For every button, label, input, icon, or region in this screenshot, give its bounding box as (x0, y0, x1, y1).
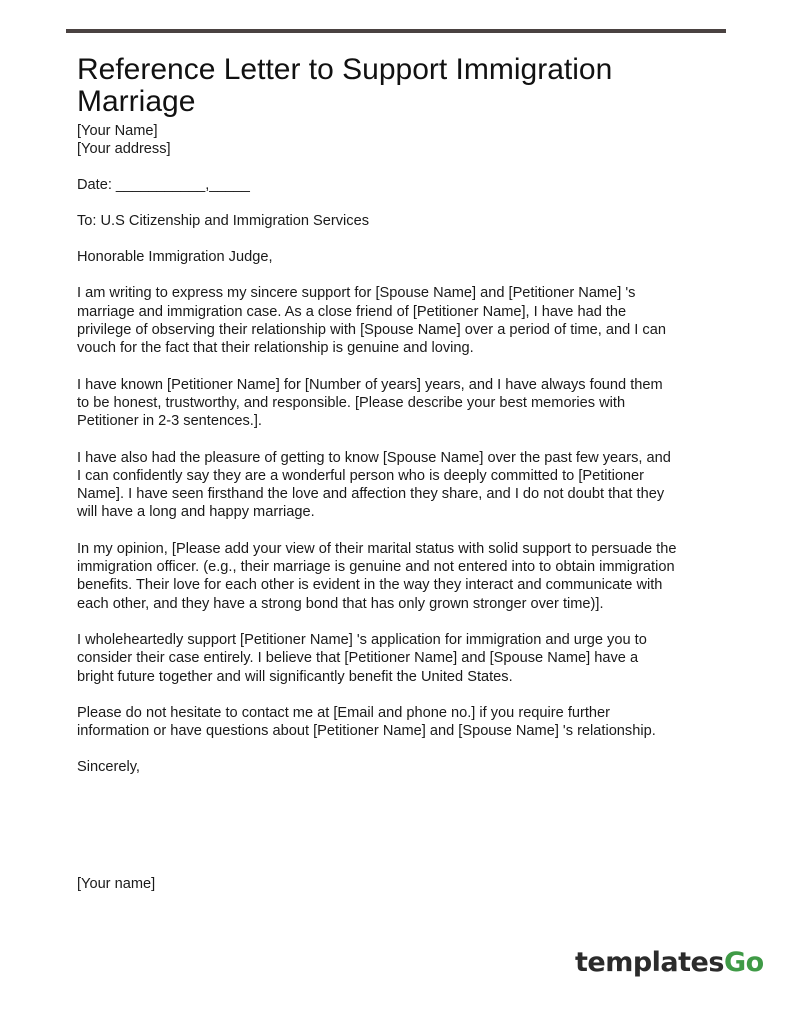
paragraph-line: marriage and immigration case. As a close friend of [Petitioner Name], I have had the (77, 303, 627, 320)
paragraph-line: immigration officer. (e.g., their marriage is genuine and not entered into to obtain immigration (77, 559, 675, 576)
closing: Sincerely, (77, 759, 140, 776)
paragraph-1 (77, 284, 727, 357)
paragraph-line: benefits. Their love for each other is evident in the way they interact and communicate with (77, 577, 663, 594)
paragraph-line: I can confidently say they are a wonderful person who is deeply committed to [Petitioner (77, 467, 645, 484)
paragraph-line: privilege of observing their relationship with [Spouse Name] over a period of time, and I can (77, 322, 666, 339)
paragraph-line: I have known [Petitioner Name] for [Number of years] years, and I have always found them (77, 376, 663, 393)
title-line-1: Reference Letter to Support Immigration (77, 53, 613, 86)
letter-body (77, 54, 727, 893)
paragraph-5 (77, 631, 727, 686)
signature-name: [Your name] (77, 875, 156, 892)
letter-title (77, 54, 727, 118)
paragraph-6 (77, 704, 727, 741)
sender-name: [Your Name] (77, 123, 158, 139)
paragraph-line: information or have questions about [Petitioner Name] and [Spouse Name] 's relationship. (77, 723, 656, 740)
paragraph-line: each other, and they have a strong bond that has only grown stronger over time)]. (77, 595, 604, 612)
paragraph-line: I wholeheartedly support [Petitioner Name] 's application for immigration and urge you to (77, 631, 647, 648)
salutation: Honorable Immigration Judge, (77, 249, 273, 266)
paragraph-line: consider their case entirely. I believe that [Petitioner Name] and [Spouse Name] have a (77, 650, 639, 667)
paragraph-line: Name]. I have seen firsthand the love and affection they share, and I do not doubt that they (77, 486, 665, 503)
recipient-line: To: U.S Citizenship and Immigration Services (77, 212, 369, 229)
paragraph-line: bright future together and will significantly benefit the United States. (77, 668, 513, 685)
paragraph-line: In my opinion, [Please add your view of their marital status with solid support to persuade the (77, 540, 677, 557)
logo-text-go: Go (723, 947, 764, 978)
paragraph-line: Petitioner in 2-3 sentences.]. (77, 413, 262, 430)
title-line-2: Marriage (77, 85, 196, 118)
paragraph-line: vouch for the fact that their relationship is genuine and loving. (77, 340, 474, 357)
paragraph-line: I am writing to express my sincere support for [Spouse Name] and [Petitioner Name] 's (77, 285, 636, 302)
paragraph-4 (77, 540, 727, 613)
sender-address: [Your address] (77, 141, 171, 158)
logo-text-templates: templates (575, 947, 724, 978)
templatesgo-logo (575, 946, 764, 980)
paragraph-3 (77, 449, 727, 522)
top-rule (66, 29, 726, 33)
paragraph-2 (77, 376, 727, 431)
paragraph-line: will have a long and happy marriage. (77, 504, 315, 521)
paragraph-line: I have also had the pleasure of getting to know [Spouse Name] over the past few years, and (77, 449, 671, 466)
paragraph-line: to be honest, trustworthy, and responsible. [Please describe your best memories with (77, 394, 626, 411)
sender-block (77, 122, 727, 159)
paragraph-line: Please do not hesitate to contact me at [Email and phone no.] if you require further (77, 704, 610, 721)
date-line: Date: ___________,_____ (77, 176, 250, 193)
